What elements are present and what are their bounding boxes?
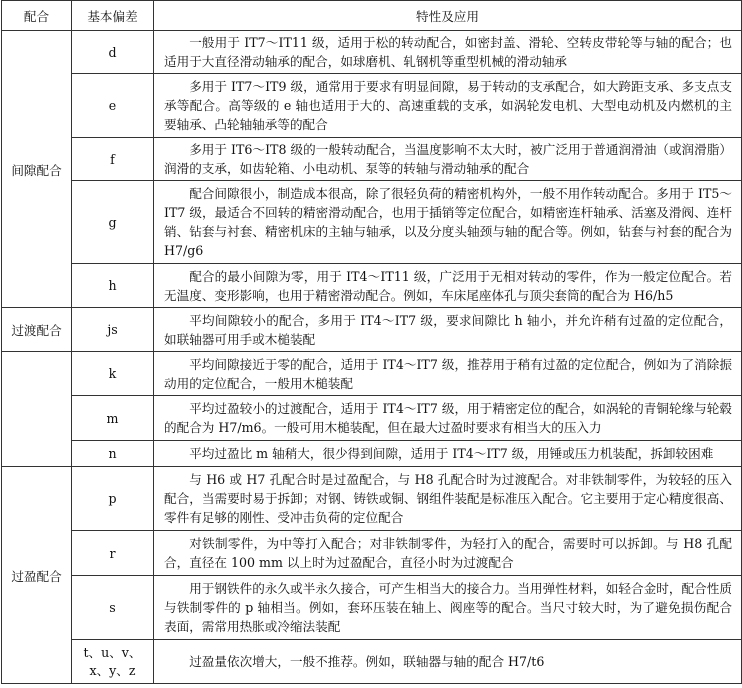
table-row: [2, 264, 742, 308]
deviation-cell: t、u、v、x、y、z: [72, 640, 154, 684]
fit-category-clearance: 间隙配合: [2, 31, 72, 308]
application-cell: 配合间隙很小，制造成本很高，除了很轻负荷的精密机构外，一般不用作转动配合。多用于 IT5～IT7 级，最适合不回转的精密滑动配合，也用于插销等定位配合，如精密连杆轴承、活塞及滑阀、连杆销、钻套与衬套、精密机床的主轴与轴承，以及分度头轴颈与轴的配合等。例如，钻套与衬套的配合为 H7/g6: [154, 181, 742, 264]
header-application: 特性及应用: [154, 1, 742, 31]
table-row: [2, 352, 742, 396]
deviation-cell: f: [72, 138, 154, 181]
table-row: [2, 531, 742, 576]
table-row: [2, 396, 742, 441]
deviation-cell: e: [72, 74, 154, 138]
deviation-cell: r: [72, 531, 154, 576]
table-row: [2, 31, 742, 74]
header-fit: 配合: [2, 1, 72, 31]
deviation-cell: n: [72, 441, 154, 467]
deviation-cell: p: [72, 467, 154, 531]
fit-category-blank: [2, 352, 72, 467]
table-row: [2, 576, 742, 640]
application-cell: 多用于 IT6～IT8 级的一般转动配合，当温度影响不太大时，被广泛用于普通润滑油（或润滑脂）润滑的支承，如齿轮箱、小电动机、泵等的转轴与滑动轴承的配合: [154, 138, 742, 181]
table-header-row: [2, 1, 742, 31]
table-row: [2, 308, 742, 352]
application-cell: 平均过盈较小的过渡配合，适用于 IT4～IT7 级，用于精密定位的配合，如涡轮的青铜轮缘与轮毂的配合为 H7/m6。一般可用木槌装配，但在最大过盈时要求有相当大的压入力: [154, 396, 742, 441]
table-row: [2, 74, 742, 138]
application-cell: 对铁制零件，为中等打入配合；对非铁制零件，为轻打入的配合，需要时可以拆卸。与 H8 孔配合，直径在 100 mm 以上时为过盈配合，直径小时为过渡配合: [154, 531, 742, 576]
table-row: [2, 441, 742, 467]
fit-category-interference: 过盈配合: [2, 467, 72, 684]
application-cell: 用于钢铁件的永久或半永久接合，可产生相当大的接合力。当用弹性材料，如轻合金时，配合性质与铁制零件的 p 轴相当。例如，套环压装在轴上、阀座等的配合。当尺寸较大时，为了避免损伤配合表面，需常用热胀或冷缩法装配: [154, 576, 742, 640]
application-cell: 一般用于 IT7～IT11 级，适用于松的转动配合，如密封盖、滑轮、空转皮带轮等与轴的配合；也适用于大直径滑动轴承的配合，如球磨机、轧钢机等重型机械的滑动轴承: [154, 31, 742, 74]
fit-category-transition: 过渡配合: [2, 308, 72, 352]
application-cell: 多用于 IT7～IT9 级，通常用于要求有明显间隙，易于转动的支承配合，如大跨距支承、多支点支承等配合。高等级的 e 轴也适用于大的、高速重载的支承，如涡轮发电机、大型电动机及内燃机的主要轴承、凸轮轴轴承等的配合: [154, 74, 742, 138]
table-row: [2, 467, 742, 531]
deviation-cell: m: [72, 396, 154, 441]
deviation-cell: k: [72, 352, 154, 396]
deviation-cell: d: [72, 31, 154, 74]
fit-table: [1, 0, 742, 684]
deviation-cell: g: [72, 181, 154, 264]
table-row: [2, 181, 742, 264]
table-row: [2, 138, 742, 181]
table-row: [2, 640, 742, 684]
application-cell: 过盈量依次增大，一般不推荐。例如，联轴器与轴的配合 H7/t6: [154, 640, 742, 684]
header-deviation: 基本偏差: [72, 1, 154, 31]
application-cell: 平均过盈比 m 轴稍大，很少得到间隙，适用于 IT4～IT7 级，用锤或压力机装配，拆卸较困难: [154, 441, 742, 467]
deviation-cell: h: [72, 264, 154, 308]
application-cell: 配合的最小间隙为零，用于 IT4～IT11 级，广泛用于无相对转动的零件，作为一般定位配合。若无温度、变形影响，也用于精密滑动配合。例如，车床尾座体孔与顶尖套筒的配合为 H6/h5: [154, 264, 742, 308]
application-cell: 平均间隙较小的配合，多用于 IT4～IT7 级，要求间隙比 h 轴小，并允许稍有过盈的定位配合，如联轴器可用手或木槌装配: [154, 308, 742, 352]
deviation-cell: s: [72, 576, 154, 640]
application-cell: 平均间隙接近于零的配合，适用于 IT4～IT7 级，推荐用于稍有过盈的定位配合，例如为了消除振动用的定位配合，一般用木槌装配: [154, 352, 742, 396]
deviation-cell: js: [72, 308, 154, 352]
application-cell: 与 H6 或 H7 孔配合时是过盈配合，与 H8 孔配合时为过渡配合。对非铁制零件，为较轻的压入配合，当需要时易于拆卸；对钢、铸铁或铜、钢组件装配是标准压入配合。它主要用于定心精度很高、零件有足够的刚性、受冲击负荷的定位配合: [154, 467, 742, 531]
